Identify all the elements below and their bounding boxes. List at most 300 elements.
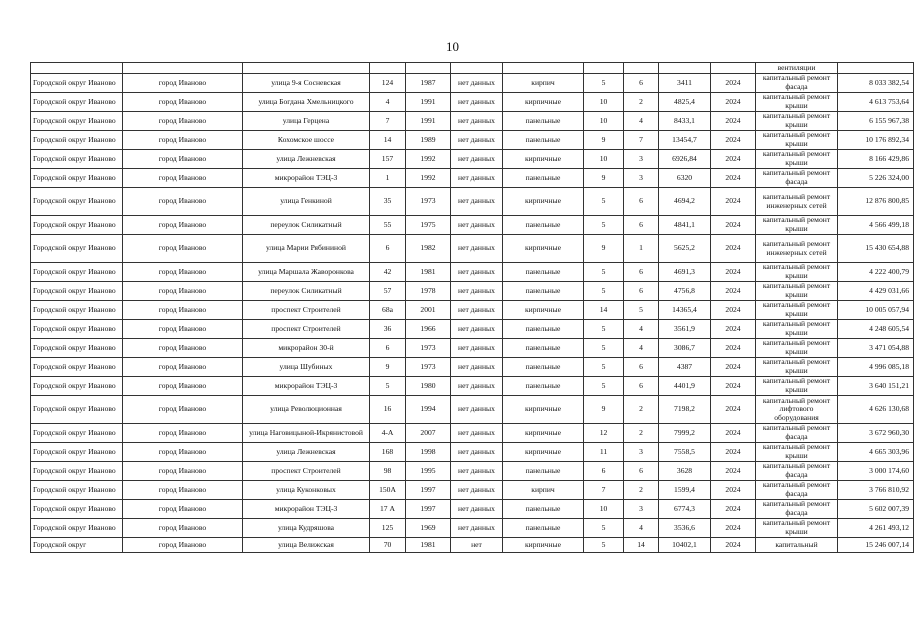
cell-city: город Иваново <box>123 235 243 263</box>
cell-year: 1997 <box>406 481 451 500</box>
cell-district: Городской округ Иваново <box>31 216 123 235</box>
cell-year: 1981 <box>406 263 451 282</box>
cell-floors: 10 <box>584 500 624 519</box>
cell-house: 6 <box>370 235 406 263</box>
cell-house: 36 <box>370 320 406 339</box>
cell-plan-year: 2024 <box>711 74 756 93</box>
cell-work: капитальный ремонт крыши <box>756 150 838 169</box>
cell-street: микрорайон ТЭЦ-3 <box>243 500 370 519</box>
cell-plan-year: 2024 <box>711 150 756 169</box>
cell-house: 17 А <box>370 500 406 519</box>
cell-plan-year: 2024 <box>711 93 756 112</box>
cell-area: 7999,2 <box>659 424 711 443</box>
cell-entrances: 6 <box>624 358 659 377</box>
cell-area: 4694,2 <box>659 188 711 216</box>
cell-cost: 3 672 960,30 <box>838 424 914 443</box>
cell-house: 157 <box>370 150 406 169</box>
cell-house: 4 <box>370 93 406 112</box>
table-row <box>31 263 914 282</box>
cell-city: город Иваново <box>123 301 243 320</box>
cell-house: 14 <box>370 131 406 150</box>
cell-entrances: 6 <box>624 282 659 301</box>
cell-district: Городской округ Иваново <box>31 339 123 358</box>
cell-floors: 5 <box>584 282 624 301</box>
cell-roof: кирпичные <box>503 396 584 424</box>
cell-area: 3561,9 <box>659 320 711 339</box>
table-row <box>31 93 914 112</box>
cell-plan-year: 2024 <box>711 481 756 500</box>
cell-area: 7558,5 <box>659 443 711 462</box>
cell-city: город Иваново <box>123 481 243 500</box>
cell-year: 2001 <box>406 301 451 320</box>
cell-street: улица Велижская <box>243 538 370 553</box>
cell-year: 1995 <box>406 462 451 481</box>
table-row <box>31 424 914 443</box>
cell-area: 6774,3 <box>659 500 711 519</box>
cell-plan-year: 2024 <box>711 538 756 553</box>
cell-house: 168 <box>370 443 406 462</box>
cell-year: 1987 <box>406 74 451 93</box>
table-row <box>31 131 914 150</box>
cell-year: 1973 <box>406 188 451 216</box>
cell-cost: 4 566 499,18 <box>838 216 914 235</box>
cell-house: 9 <box>370 358 406 377</box>
cell-entrances: 6 <box>624 74 659 93</box>
cell-cost: 5 226 324,00 <box>838 169 914 188</box>
cell-plan-year: 2024 <box>711 320 756 339</box>
cell-district: Городской округ Иваново <box>31 519 123 538</box>
cell-entrances: 6 <box>624 462 659 481</box>
cell-wall: нет данных <box>451 320 503 339</box>
cell-wall: нет <box>451 538 503 553</box>
cell-cost: 15 430 654,88 <box>838 235 914 263</box>
cell-floors: 9 <box>584 235 624 263</box>
cell-work: капитальный ремонт крыши <box>756 216 838 235</box>
cell-floors: 11 <box>584 443 624 462</box>
cell-house: 35 <box>370 188 406 216</box>
cell-district: Городской округ Иваново <box>31 320 123 339</box>
cell-floors: 9 <box>584 169 624 188</box>
cell-house: 57 <box>370 282 406 301</box>
cell-area: 13454,7 <box>659 131 711 150</box>
table-row <box>31 150 914 169</box>
cell-street: улица 9-я Сосневская <box>243 74 370 93</box>
cell-year: 2007 <box>406 424 451 443</box>
cell-city: город Иваново <box>123 263 243 282</box>
cell-cost: 10 005 057,94 <box>838 301 914 320</box>
cell-work: капитальный ремонт крыши <box>756 93 838 112</box>
cell-district: Городской округ Иваново <box>31 263 123 282</box>
cell-floors: 9 <box>584 131 624 150</box>
cell-roof: панельные <box>503 263 584 282</box>
cell-house: 42 <box>370 263 406 282</box>
cell-year: 1994 <box>406 396 451 424</box>
cell-roof: панельные <box>503 462 584 481</box>
cell-floors: 10 <box>584 112 624 131</box>
cell-work: капитальный ремонт крыши <box>756 301 838 320</box>
cell-floors: 5 <box>584 538 624 553</box>
cell-wall: нет данных <box>451 519 503 538</box>
cell-street: улица Революционная <box>243 396 370 424</box>
cell-street: микрорайон 30-й <box>243 339 370 358</box>
table-row <box>31 339 914 358</box>
cell-work: капитальный ремонт крыши <box>756 263 838 282</box>
cell-district: Городской округ Иваново <box>31 301 123 320</box>
cell-street: микрорайон ТЭЦ-3 <box>243 169 370 188</box>
cell-district: Городской округ Иваново <box>31 377 123 396</box>
cell-work: капитальный <box>756 538 838 553</box>
cell-plan-year: 2024 <box>711 424 756 443</box>
cell-wall: нет данных <box>451 462 503 481</box>
cell-floors: 5 <box>584 320 624 339</box>
table-row <box>31 396 914 424</box>
cell-wall: нет данных <box>451 235 503 263</box>
cell-wall: нет данных <box>451 169 503 188</box>
table-row <box>31 481 914 500</box>
cell-cost: 4 613 753,64 <box>838 93 914 112</box>
cell-city: город Иваново <box>123 424 243 443</box>
cell-area: 4825,4 <box>659 93 711 112</box>
cell-area: 6320 <box>659 169 711 188</box>
cell-plan-year: 2024 <box>711 339 756 358</box>
cell-wall: нет данных <box>451 131 503 150</box>
cell-city: город Иваново <box>123 169 243 188</box>
cell-floors: 5 <box>584 519 624 538</box>
cell-house: 7 <box>370 112 406 131</box>
cell-floors: 5 <box>584 216 624 235</box>
cell-roof: панельные <box>503 169 584 188</box>
cell-district: Городской округ Иваново <box>31 424 123 443</box>
cell-cost: 8 166 429,86 <box>838 150 914 169</box>
cell-roof: панельные <box>503 131 584 150</box>
table-row <box>31 188 914 216</box>
cell-area: 3628 <box>659 462 711 481</box>
cell-district: Городской округ Иваново <box>31 188 123 216</box>
cell-area: 10402,1 <box>659 538 711 553</box>
cell-plan-year: 2024 <box>711 169 756 188</box>
cell-city: город Иваново <box>123 74 243 93</box>
cell-street: улица Лежневская <box>243 150 370 169</box>
cell-cost: 4 429 031,66 <box>838 282 914 301</box>
cell-roof: панельные <box>503 519 584 538</box>
cell-city: город Иваново <box>123 188 243 216</box>
cell-floors: 9 <box>584 396 624 424</box>
cell-house: 150А <box>370 481 406 500</box>
cell-roof: кирпичные <box>503 424 584 443</box>
cell-roof: панельные <box>503 339 584 358</box>
cell-work: капитальный ремонт крыши <box>756 358 838 377</box>
cell-plan-year: 2024 <box>711 519 756 538</box>
cell-plan-year: 2024 <box>711 112 756 131</box>
cell-area: 1599,4 <box>659 481 711 500</box>
cell-year: 1991 <box>406 93 451 112</box>
table-row <box>31 112 914 131</box>
cell-wall: нет данных <box>451 263 503 282</box>
cell-cost: 8 033 382,54 <box>838 74 914 93</box>
cell-city: город Иваново <box>123 112 243 131</box>
cell-street: микрорайон ТЭЦ-3 <box>243 377 370 396</box>
cell-district: Городской округ Иваново <box>31 462 123 481</box>
cell-wall: нет данных <box>451 112 503 131</box>
cell-city: город Иваново <box>123 320 243 339</box>
cell-year: 1989 <box>406 131 451 150</box>
table-row <box>31 377 914 396</box>
cell-street: проспект Строителей <box>243 320 370 339</box>
cell-street: улица Лежневская <box>243 443 370 462</box>
cell-entrances: 1 <box>624 235 659 263</box>
cell-floors: 5 <box>584 263 624 282</box>
cell-area: 8433,1 <box>659 112 711 131</box>
cell-floors: 6 <box>584 462 624 481</box>
cell-street: улица Маршала Жаворонкова <box>243 263 370 282</box>
cell-floors: 7 <box>584 481 624 500</box>
cell-year: 1992 <box>406 169 451 188</box>
cell-plan-year: 2024 <box>711 377 756 396</box>
cell-street: улица Марии Рябининой <box>243 235 370 263</box>
cell-entrances: 6 <box>624 188 659 216</box>
cell-wall: нет данных <box>451 358 503 377</box>
cell-city: город Иваново <box>123 358 243 377</box>
cell-entrances: 7 <box>624 131 659 150</box>
cell-district: Городской округ Иваново <box>31 282 123 301</box>
cell-entrances: 3 <box>624 443 659 462</box>
cell-area: 4841,1 <box>659 216 711 235</box>
cell-cost: 5 602 007,39 <box>838 500 914 519</box>
cell-cost: 3 766 810,92 <box>838 481 914 500</box>
cell-district: Городской округ Иваново <box>31 500 123 519</box>
cell-district: Городской округ Иваново <box>31 74 123 93</box>
cell-street: проспект Строителей <box>243 301 370 320</box>
cell-city: город Иваново <box>123 282 243 301</box>
cell-wall: нет данных <box>451 481 503 500</box>
cell-plan-year: 2024 <box>711 188 756 216</box>
cell-plan-year: 2024 <box>711 301 756 320</box>
cell-area: 3411 <box>659 74 711 93</box>
cell-work: капитальный ремонт крыши <box>756 320 838 339</box>
cell-entrances: 2 <box>624 93 659 112</box>
cell-city: город Иваново <box>123 150 243 169</box>
cell-work: капитальный ремонт крыши <box>756 519 838 538</box>
cell-year: 1966 <box>406 320 451 339</box>
cell-entrances: 5 <box>624 301 659 320</box>
cell-area: 3536,6 <box>659 519 711 538</box>
cell-roof: кирпичные <box>503 443 584 462</box>
cell-district: Городской округ Иваново <box>31 443 123 462</box>
cell-district: Городской округ Иваново <box>31 481 123 500</box>
cell-year: 1981 <box>406 538 451 553</box>
cell-roof: кирпич <box>503 481 584 500</box>
cell-wall: нет данных <box>451 301 503 320</box>
cell-city: город Иваново <box>123 462 243 481</box>
cell-work: вентиляции <box>756 63 838 74</box>
cell-wall: нет данных <box>451 377 503 396</box>
cell-city: город Иваново <box>123 216 243 235</box>
table-row <box>31 462 914 481</box>
cell-city: город Иваново <box>123 443 243 462</box>
cell-wall: нет данных <box>451 216 503 235</box>
cell-area: 4691,3 <box>659 263 711 282</box>
cell-street: переулок Силикатный <box>243 282 370 301</box>
cell-city: город Иваново <box>123 538 243 553</box>
table-row <box>31 169 914 188</box>
cell-entrances: 4 <box>624 320 659 339</box>
table-row <box>31 519 914 538</box>
cell-year: 1992 <box>406 150 451 169</box>
cell-year: 1980 <box>406 377 451 396</box>
cell-wall: нет данных <box>451 282 503 301</box>
cell-floors: 5 <box>584 358 624 377</box>
cell-work: капитальный ремонт крыши <box>756 282 838 301</box>
cell-cost: 6 155 967,38 <box>838 112 914 131</box>
cell-roof: панельные <box>503 216 584 235</box>
cell-city: город Иваново <box>123 519 243 538</box>
cell-wall: нет данных <box>451 150 503 169</box>
cell-entrances: 4 <box>624 112 659 131</box>
cell-district: Городской округ Иваново <box>31 235 123 263</box>
cell-roof: панельные <box>503 500 584 519</box>
housing-repair-table <box>30 62 914 553</box>
cell-entrances: 14 <box>624 538 659 553</box>
cell-house: 70 <box>370 538 406 553</box>
cell-wall: нет данных <box>451 188 503 216</box>
cell-work: капитальный ремонт фасада <box>756 169 838 188</box>
cell-plan-year: 2024 <box>711 443 756 462</box>
cell-plan-year: 2024 <box>711 263 756 282</box>
table-row <box>31 74 914 93</box>
cell-cost: 3 640 151,21 <box>838 377 914 396</box>
cell-floors: 14 <box>584 301 624 320</box>
cell-entrances: 3 <box>624 150 659 169</box>
cell-wall: нет данных <box>451 339 503 358</box>
cell-work: капитальный ремонт крыши <box>756 377 838 396</box>
cell-roof: панельные <box>503 377 584 396</box>
page-number: 10 <box>446 39 459 54</box>
cell-plan-year: 2024 <box>711 462 756 481</box>
table-row <box>31 500 914 519</box>
table-row <box>31 301 914 320</box>
cell-cost: 4 261 493,12 <box>838 519 914 538</box>
cell-cost: 4 626 130,68 <box>838 396 914 424</box>
cell-roof: кирпичные <box>503 235 584 263</box>
cell-district: Городской округ Иваново <box>31 358 123 377</box>
cell-work: капитальный ремонт фасада <box>756 424 838 443</box>
cell-district: Городской округ Иваново <box>31 112 123 131</box>
cell-floors: 12 <box>584 424 624 443</box>
cell-work: капитальный ремонт фасада <box>756 462 838 481</box>
cell-cost: 4 248 605,54 <box>838 320 914 339</box>
cell-house: 55 <box>370 216 406 235</box>
table-row <box>31 216 914 235</box>
cell-area: 3086,7 <box>659 339 711 358</box>
cell-street: Кохомское шоссе <box>243 131 370 150</box>
cell-entrances: 6 <box>624 263 659 282</box>
cell-roof: кирпичные <box>503 538 584 553</box>
cell-entrances: 2 <box>624 396 659 424</box>
cell-district: Городской округ Иваново <box>31 150 123 169</box>
cell-entrances: 3 <box>624 500 659 519</box>
cell-wall: нет данных <box>451 74 503 93</box>
cell-floors: 5 <box>584 188 624 216</box>
cell-plan-year: 2024 <box>711 396 756 424</box>
cell-cost: 12 876 800,85 <box>838 188 914 216</box>
cell-entrances: 3 <box>624 169 659 188</box>
cell-cost: 3 000 174,60 <box>838 462 914 481</box>
cell-plan-year: 2024 <box>711 131 756 150</box>
cell-house: 1 <box>370 169 406 188</box>
cell-year: 1973 <box>406 339 451 358</box>
cell-entrances: 2 <box>624 481 659 500</box>
cell-work: капитальный ремонт фасада <box>756 74 838 93</box>
cell-plan-year: 2024 <box>711 216 756 235</box>
cell-wall: нет данных <box>451 443 503 462</box>
cell-cost: 4 996 085,18 <box>838 358 914 377</box>
cell-street: улица Богдана Хмельницкого <box>243 93 370 112</box>
cell-house: 6 <box>370 339 406 358</box>
cell-floors: 5 <box>584 74 624 93</box>
cell-area: 4756,8 <box>659 282 711 301</box>
table-row <box>31 320 914 339</box>
cell-district: Городской округ Иваново <box>31 131 123 150</box>
cell-street: улица Генкиной <box>243 188 370 216</box>
cell-district: Городской округ Иваново <box>31 93 123 112</box>
cell-floors: 5 <box>584 339 624 358</box>
cell-floors: 10 <box>584 93 624 112</box>
table-row <box>31 443 914 462</box>
cell-city: город Иваново <box>123 396 243 424</box>
cell-roof: панельные <box>503 282 584 301</box>
cell-year: 1997 <box>406 500 451 519</box>
cell-house: 4-А <box>370 424 406 443</box>
cell-roof: кирпичные <box>503 150 584 169</box>
cell-city: город Иваново <box>123 339 243 358</box>
cell-entrances: 6 <box>624 377 659 396</box>
cell-work: капитальный ремонт крыши <box>756 443 838 462</box>
table-row <box>31 235 914 263</box>
cell-cost: 4 222 400,79 <box>838 263 914 282</box>
cell-roof: кирпичные <box>503 93 584 112</box>
cell-plan-year: 2024 <box>711 500 756 519</box>
table-row <box>31 358 914 377</box>
cell-street: улица Герцена <box>243 112 370 131</box>
cell-work: капитальный ремонт крыши <box>756 112 838 131</box>
cell-street: улица Куконковых <box>243 481 370 500</box>
cell-area: 7198,2 <box>659 396 711 424</box>
cell-floors: 10 <box>584 150 624 169</box>
cell-year: 1975 <box>406 216 451 235</box>
table-row <box>31 538 914 553</box>
cell-work: капитальный ремонт лифтового оборудования <box>756 396 838 424</box>
cell-roof: кирпичные <box>503 188 584 216</box>
cell-year: 1973 <box>406 358 451 377</box>
cell-street: проспект Строителей <box>243 462 370 481</box>
cell-entrances: 6 <box>624 216 659 235</box>
cell-city: город Иваново <box>123 500 243 519</box>
cell-cost: 15 246 007,14 <box>838 538 914 553</box>
cell-cost: 4 665 303,96 <box>838 443 914 462</box>
cell-entrances: 2 <box>624 424 659 443</box>
cell-wall: нет данных <box>451 93 503 112</box>
cell-house: 16 <box>370 396 406 424</box>
cell-roof: панельные <box>503 320 584 339</box>
cell-cost: 3 471 054,88 <box>838 339 914 358</box>
continuation-row <box>31 63 914 74</box>
cell-city: город Иваново <box>123 131 243 150</box>
cell-city: город Иваново <box>123 377 243 396</box>
cell-area: 5625,2 <box>659 235 711 263</box>
cell-work: капитальный ремонт фасада <box>756 481 838 500</box>
cell-street: улица Шубиных <box>243 358 370 377</box>
cell-work: капитальный ремонт фасада <box>756 500 838 519</box>
